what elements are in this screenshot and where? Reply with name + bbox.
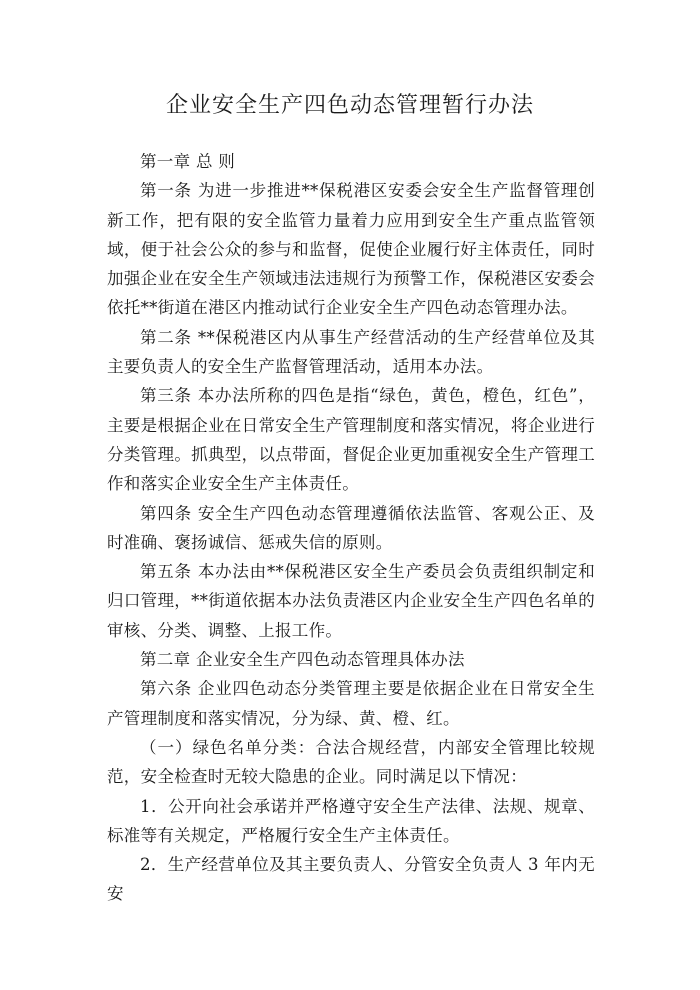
article-6: 第六条 企业四色动态分类管理主要是依据企业在日常安全生产管理制度和落实情况，分为绿、黄、橙、红。 xyxy=(107,679,595,728)
chapter-2-heading: 第二章 企业安全生产四色动态管理具体办法 xyxy=(140,650,465,670)
list-item-2: 2．生产经营单位及其主要负责人、分管安全负责人 3 年内无安 xyxy=(107,855,595,904)
article-4: 第四条 安全生产四色动态管理遵循依法监管、客观公正、及时准确、褒扬诚信、惩戒失信的原则。 xyxy=(107,503,595,552)
list-item-1: 1．公开向社会承诺并严格遵守安全生产法律、法规、规章、标准等有关规定，严格履行安全生产主体责任。 xyxy=(107,796,595,845)
document-title: 企业安全生产四色动态管理暂行办法 xyxy=(165,93,534,118)
article-1: 第一条 为进一步推进**保税港区安委会安全生产监督管理创新工作，把有限的安全监管力量着力应用到安全生产重点监管领域，便于社会公众的参与和监督，促使企业履行好主体责任，同时加强企业在安全生产领域违法违规行为预警工作，保税港区安委会依托**街道在港区内推动试行企业安全生产四色动态管理办法。 xyxy=(107,181,595,318)
document-body xyxy=(107,147,595,909)
article-2: 第二条 **保税港区内从事生产经营活动的生产经营单位及其主要负责人的安全生产监督管理活动，适用本办法。 xyxy=(107,327,595,377)
green-list-item: （一）绿色名单分类：合法合规经营，内部安全管理比较规范，安全检查时无较大隐患的企业。同时满足以下情况： xyxy=(107,737,595,787)
article-5: 第五条 本办法由**保税港区安全生产委员会负责组织制定和归口管理，**街道依据本办法负责港区内企业安全生产四色名单的审核、分类、调整、上报工作。 xyxy=(107,562,595,640)
chapter-1-heading: 第一章 总 则 xyxy=(140,152,236,171)
article-3: 第三条 本办法所称的四色是指“绿色，黄色，橙色，红色”，主要是根据企业在日常安全生产管理制度和落实情况，将企业进行分类管理。抓典型，以点带面，督促企业更加重视安全生产管理工作和落实企业安全生产主体责任。 xyxy=(107,386,595,494)
